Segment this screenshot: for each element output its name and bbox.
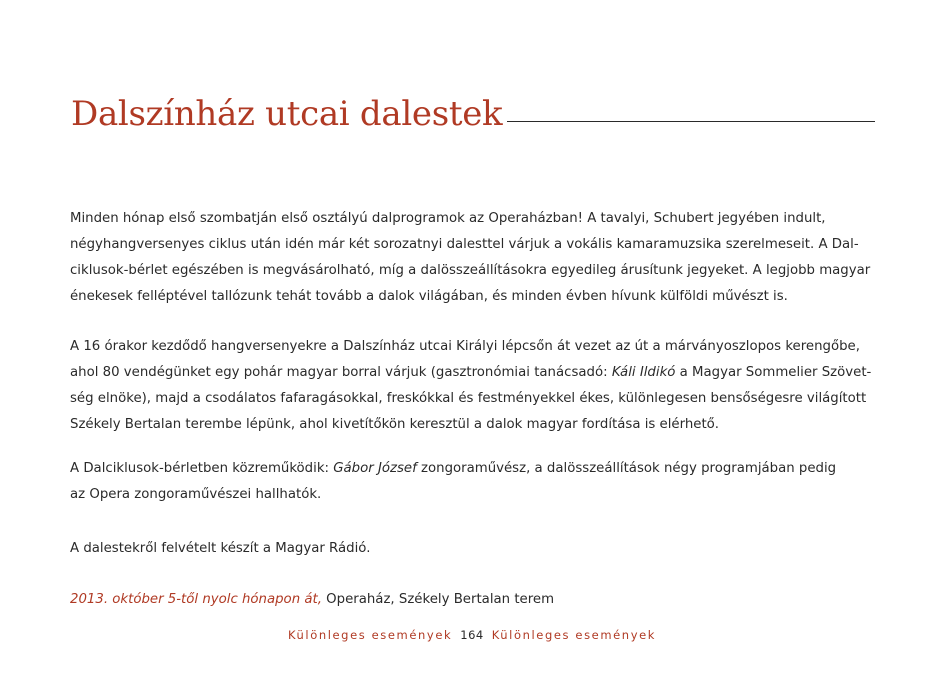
paragraph-line: ség elnöke), majd a csodálatos fafaragásokkal, freskókkal és festményekkel ékes, különlegesen bensőségesre világított [70,391,867,406]
title-row [71,92,875,136]
paragraph-line [70,360,880,386]
event-details [70,587,880,613]
paragraph-radio [70,536,880,562]
paragraph-line: A dalestekről felvételt készít a Magyar Rádió. [70,541,371,556]
text-segment: zongoraművész, a dalösszeállítások négy programjában pedig [416,461,837,476]
event-date: 2013. október 5-től nyolc hónapon át, [70,592,322,607]
paragraph-line: énekesek felléptével tallózunk tehát tovább a dalok világában, és minden évben hívunk külföldi művészt is. [70,289,788,304]
paragraph-line: Minden hónap első szombatján első osztályú dalprogramok az Operaházban! A tavalyi, Schubert jegyében indult, [70,211,826,226]
footer-section-left: Különleges események [287,628,453,642]
text-segment: ahol 80 vendégünket egy pohár magyar borral várjuk (gasztronómiai tanácsadó: [70,365,612,380]
pianist-name: Gábor József [333,461,417,476]
event-venue: Operaház, Székely Bertalan terem [321,592,555,607]
page-footer [0,625,944,645]
paragraph-line: négyhangversenyes ciklus után idén már két sorozatnyi dalesttel várjuk a vokális kamaramuzsika szerelmeseit. A Dal- [70,237,859,252]
title-underline-rule [507,121,875,122]
page-title: Dalszínház utcai dalestek [71,94,503,134]
footer-section-right: Különleges események [491,628,657,642]
paragraph-line: Székely Bertalan terembe lépünk, ahol kivetítőkön keresztül a dalok magyar fordítása is elérhető. [70,417,720,432]
page-number: 164 [460,628,484,642]
paragraph-intro [70,206,880,310]
paragraph-line: A 16 órakor kezdődő hangversenyekre a Dalszínház utcai Királyi lépcsőn át vezet az út a márványoszlopos kerengőbe, [70,339,860,354]
paragraph-venue [70,334,880,438]
paragraph-line: ciklusok-bérlet egészében is megvásárolható, míg a dalösszeállításokra egyedileg árusítunk jegyeket. A legjobb magyar [70,263,871,278]
advisor-name: Káli Ildikó [611,365,676,380]
paragraph-line: az Opera zongoraművészei hallhatók. [70,487,322,502]
paragraph-line [70,587,880,613]
text-segment: a Magyar Sommelier Szövet- [675,365,872,380]
text-segment: A Dalciklusok-bérletben közreműködik: [70,461,334,476]
paragraph-performers [70,456,880,508]
paragraph-line [70,456,880,482]
